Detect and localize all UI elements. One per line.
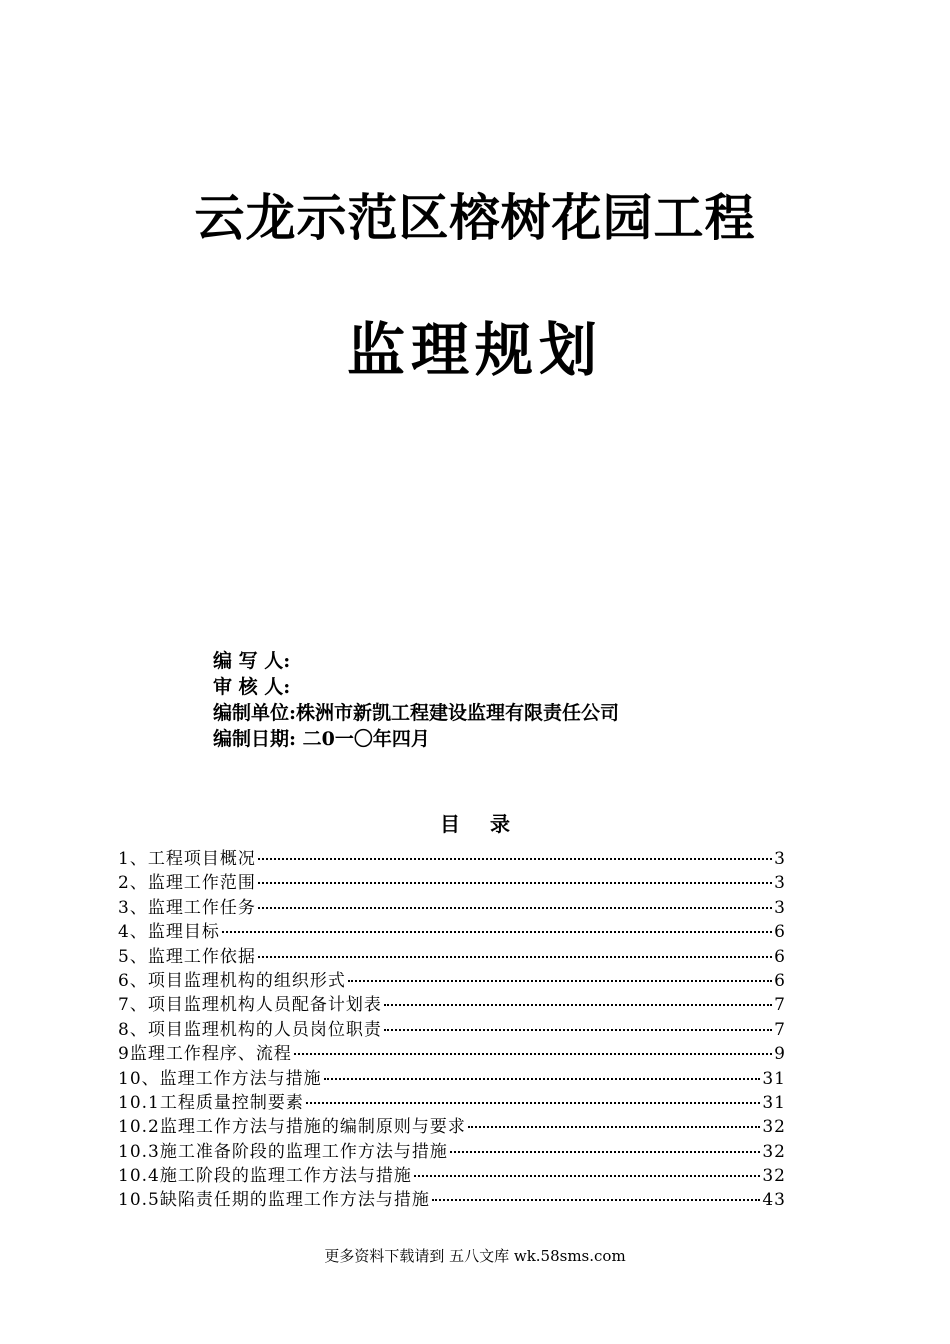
- toc-leader-dots: [222, 931, 772, 933]
- toc-entry-title: 1、工程项目概况: [118, 849, 256, 869]
- toc-entry-page: 31: [762, 1092, 786, 1113]
- toc-entry-page: 32: [762, 1166, 786, 1187]
- toc-entry-page: 6: [774, 970, 786, 991]
- meta-label: 编 写 人:: [213, 650, 291, 672]
- document-subtitle: 监理规划: [346, 316, 603, 384]
- meta-label: 编制日期:: [213, 728, 297, 750]
- toc-entry-page: 43: [762, 1190, 786, 1211]
- toc-entry[interactable]: [118, 1164, 786, 1188]
- toc-entry[interactable]: [118, 871, 786, 895]
- meta-date: [213, 726, 619, 752]
- toc-leader-dots: [258, 882, 772, 884]
- toc-entry-page: 31: [762, 1068, 786, 1089]
- toc-entry[interactable]: [118, 920, 786, 944]
- toc-entry-page: 9: [774, 1044, 786, 1065]
- toc-leader-dots: [384, 1004, 772, 1006]
- toc-leader-dots: [432, 1199, 761, 1201]
- toc-entry-title: 8、项目监理机构的人员岗位职责: [118, 1019, 382, 1040]
- toc-entry[interactable]: [118, 993, 786, 1017]
- toc-entry-page: 32: [762, 1117, 786, 1138]
- toc-entry-title: 10.5缺陷责任期的监理工作方法与措施: [118, 1190, 430, 1211]
- toc-entry-title: 7、项目监理机构人员配备计划表: [118, 995, 382, 1016]
- table-of-contents: [118, 847, 786, 1213]
- toc-entry[interactable]: [118, 1018, 786, 1042]
- toc-entry-page: 7: [774, 995, 786, 1016]
- toc-entry-page: 6: [774, 922, 786, 943]
- toc-entry[interactable]: [118, 1091, 786, 1115]
- toc-entry-page: 3: [774, 849, 786, 869]
- toc-entry-title: 6、项目监理机构的组织形式: [118, 970, 346, 991]
- toc-entry[interactable]: [118, 969, 786, 993]
- toc-leader-dots: [294, 1053, 772, 1055]
- meta-reviewer: [213, 674, 619, 700]
- toc-heading: 目录: [440, 812, 540, 836]
- meta-value: 株洲市新凯工程建设监理有限责任公司: [296, 702, 620, 724]
- toc-leader-dots: [414, 1175, 761, 1177]
- toc-leader-dots: [324, 1078, 761, 1080]
- toc-leader-dots: [258, 858, 772, 860]
- toc-leader-dots: [450, 1151, 761, 1153]
- toc-entry-title: 10.4施工阶段的监理工作方法与措施: [118, 1166, 412, 1187]
- meta-value: 二0一〇年四月: [296, 728, 430, 750]
- toc-leader-dots: [348, 980, 772, 982]
- toc-leader-dots: [468, 1126, 761, 1128]
- toc-entry-title: 10.1工程质量控制要素: [118, 1092, 304, 1113]
- toc-entry-page: 32: [762, 1141, 786, 1162]
- toc-entry[interactable]: [118, 1115, 786, 1139]
- toc-leader-dots: [384, 1029, 772, 1031]
- meta-organization: [213, 700, 619, 726]
- document-title: 云龙示范区榕树花园工程: [194, 189, 756, 247]
- meta-author: [213, 648, 619, 674]
- toc-entry-title: 10.2监理工作方法与措施的编制原则与要求: [118, 1117, 466, 1138]
- toc-leader-dots: [258, 907, 772, 909]
- toc-entry[interactable]: [118, 1188, 786, 1212]
- toc-leader-dots: [258, 956, 772, 958]
- toc-entry-page: 3: [774, 897, 786, 918]
- footer-note: 更多资料下载请到 五八文库 wk.58sms.com: [324, 1247, 626, 1265]
- toc-entry[interactable]: [118, 1042, 786, 1066]
- toc-entry-title: 10.3施工准备阶段的监理工作方法与措施: [118, 1141, 448, 1162]
- toc-entry[interactable]: [118, 847, 786, 871]
- toc-entry[interactable]: [118, 945, 786, 969]
- toc-entry-title: 3、监理工作任务: [118, 897, 256, 918]
- document-meta: [213, 648, 619, 752]
- toc-entry-title: 2、监理工作范围: [118, 873, 256, 894]
- toc-entry-title: 4、监理目标: [118, 922, 220, 943]
- meta-label: 编制单位:: [213, 702, 297, 724]
- toc-entry-title: 5、监理工作依据: [118, 946, 256, 967]
- toc-entry[interactable]: [118, 1140, 786, 1164]
- toc-entry-page: 3: [774, 873, 786, 894]
- toc-leader-dots: [306, 1102, 761, 1104]
- toc-entry[interactable]: [118, 1067, 786, 1091]
- toc-entry-page: 6: [774, 946, 786, 967]
- meta-label: 审 核 人:: [213, 676, 291, 698]
- toc-entry[interactable]: [118, 896, 786, 920]
- toc-entry-title: 9监理工作程序、流程: [118, 1044, 292, 1065]
- toc-entry-page: 7: [774, 1019, 786, 1040]
- toc-entry-title: 10、监理工作方法与措施: [118, 1068, 322, 1089]
